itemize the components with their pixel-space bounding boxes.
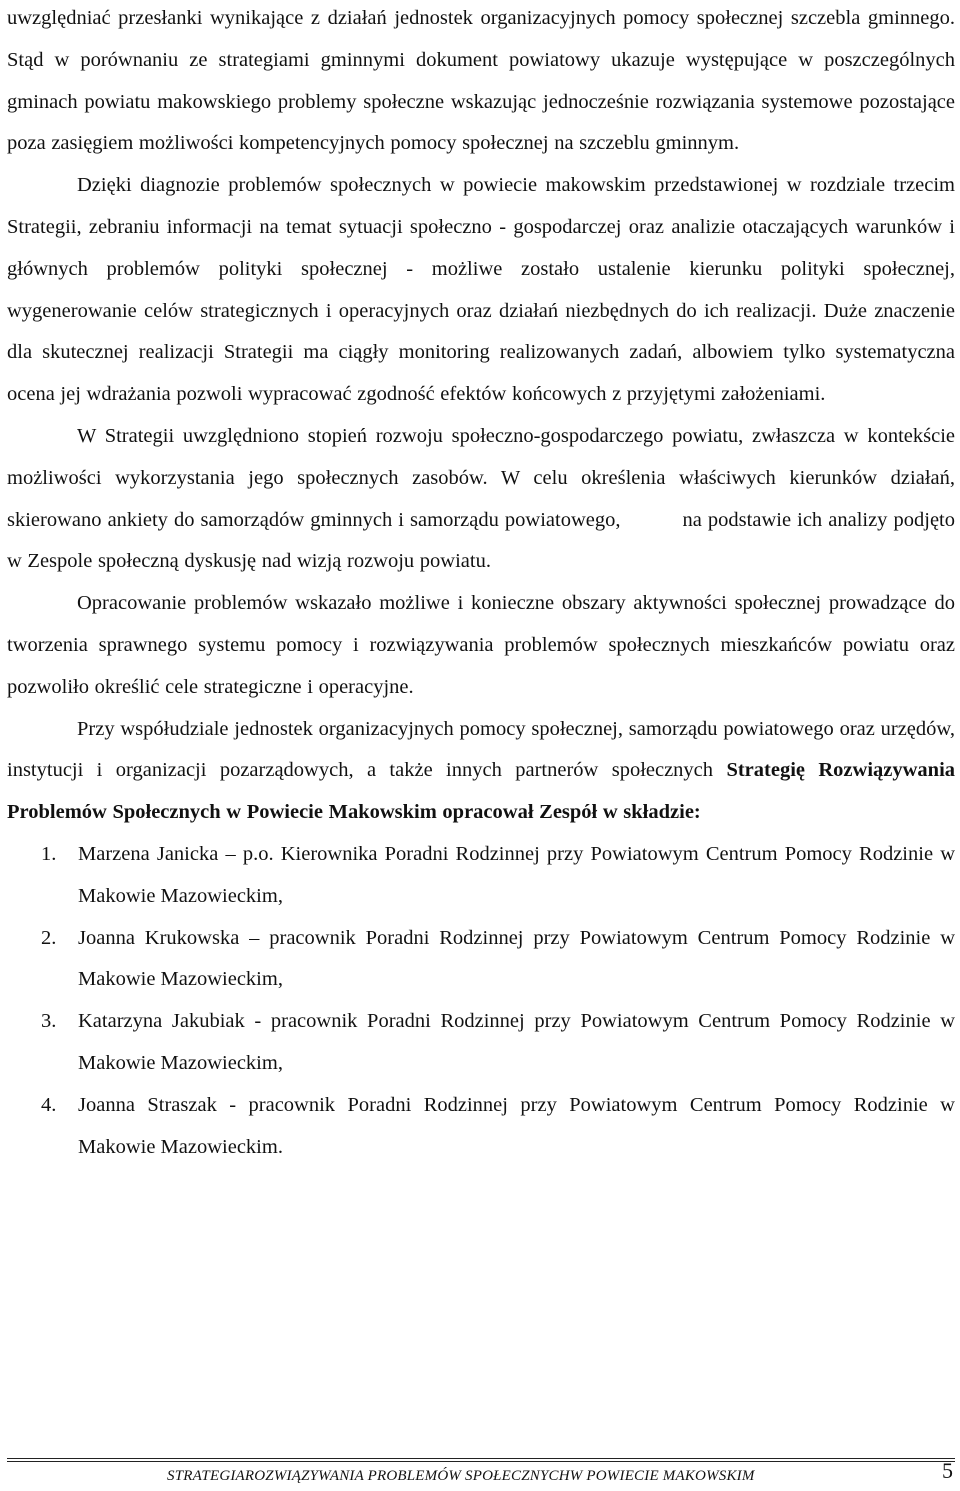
- footer-divider: [7, 1458, 955, 1459]
- paragraph-strategy-development: [7, 416, 955, 583]
- paragraph-problem-analysis: Opracowanie problemów wskazało możliwe i konieczne obszary aktywności społecznej prowadzące do tworzenia sprawnego systemu pomocy i rozwiązywania problemów społecznych mieszkańców powiatu oraz pozwoliło określić cele strategiczne i operacyjne.: [7, 592, 955, 698]
- list-item: [7, 918, 955, 1002]
- list-item-number: 4.: [41, 1093, 57, 1116]
- list-item-text: Joanna Straszak - pracownik Poradni Rodzinnej przy Powiatowym Centrum Pomocy Rodzinie w Makowie Mazowieckim.: [78, 1093, 955, 1158]
- paragraph-continuation: uwzględniać przesłanki wynikające z działań jednostek organizacyjnych pomocy społecznej szczebla gminnego. Stąd w porównaniu ze strategiami gminnymi dokument powiatowy ukazuje występujące w poszczególnych gminach powiatu makowskiego problemy społeczne wskazując jednocześnie rozwiązania systemowe pozostające poza zasięgiem możliwości kompetencyjnych pomocy społecznej na szczeblu gminnym.: [7, 7, 955, 155]
- page-body: [7, 0, 955, 1168]
- list-item-number: 2.: [41, 926, 57, 949]
- footer-title: STRATEGIAROZWIĄZYWANIA PROBLEMÓW SPOŁECZNYCHW POWIECIE MAKOWSKIM: [167, 1468, 755, 1484]
- list-item-text: Katarzyna Jakubiak - pracownik Poradni Rodzinnej przy Powiatowym Centrum Pomocy Rodzinie w Makowie Mazowieckim,: [78, 1010, 955, 1074]
- paragraph-team-intro: [7, 709, 955, 834]
- list-item: [7, 1001, 955, 1085]
- list-item: [7, 834, 955, 918]
- team-members-list: [7, 834, 955, 1168]
- list-item-text: Joanna Krukowska – pracownik Poradni Rodzinnej przy Powiatowym Centrum Pomocy Rodzinie w Makowie Mazowieckim,: [78, 926, 955, 991]
- paragraph-strategy-part-a: W Strategii uwzględniono stopień rozwoju społeczno-gospodarczego powiatu, zwłaszcza w kontekście możliwości wykorzystania jego społecznych zasobów. W celu określenia właściwych kierunków działań, skierowano ankiety do samorządów gminnych i samorządu powiatowego,: [7, 424, 955, 531]
- footer-divider-second: [7, 1461, 955, 1462]
- paragraph-strategy-part-b: na podstawie ich analizy podjęto w Zespole społeczną dyskusję nad wizją rozwoju powiatu.: [7, 508, 955, 573]
- list-item-text: Marzena Janicka – p.o. Kierownika Poradni Rodzinnej przy Powiatowym Centrum Pomocy Rodzinie w Makowie Mazowieckim,: [78, 842, 955, 907]
- list-item: [7, 1085, 955, 1169]
- list-item-number: 1.: [41, 842, 57, 865]
- paragraph-team-intro-bold: Strategię Rozwiązywania Problemów Społecznych w Powiecie Makowskim opracował Zespół w składzie:: [7, 759, 956, 824]
- list-item-number: 3.: [41, 1010, 57, 1033]
- paragraph-team-intro-text: Przy współudziale jednostek organizacyjnych pomocy społecznej, samorządu powiatowego oraz urzędów, instytucji i organizacji pozarządowych, a także innych partnerów społecznych: [7, 717, 955, 782]
- page-number: 5: [942, 1458, 953, 1483]
- paragraph-diagnosis: Dzięki diagnozie problemów społecznych w powiecie makowskim przedstawionej w rozdziale trzecim Strategii, zebraniu informacji na temat sytuacji społeczno - gospodarczej oraz analizie otaczających warunków i głównych problemów polityki społecznej - możliwe zostało ustalenie kierunku polityki społecznej, wygenerowanie celów strategicznych i operacyjnych oraz działań niezbędnych do ich realizacji. Duże znaczenie dla skutecznej realizacji Strategii ma ciągły monitoring realizowanych zadań, albowiem tylko systematyczna ocena jej wdrażania pozwoli wypracować zgodność efektów końcowych z przyjętymi założeniami.: [7, 174, 955, 406]
